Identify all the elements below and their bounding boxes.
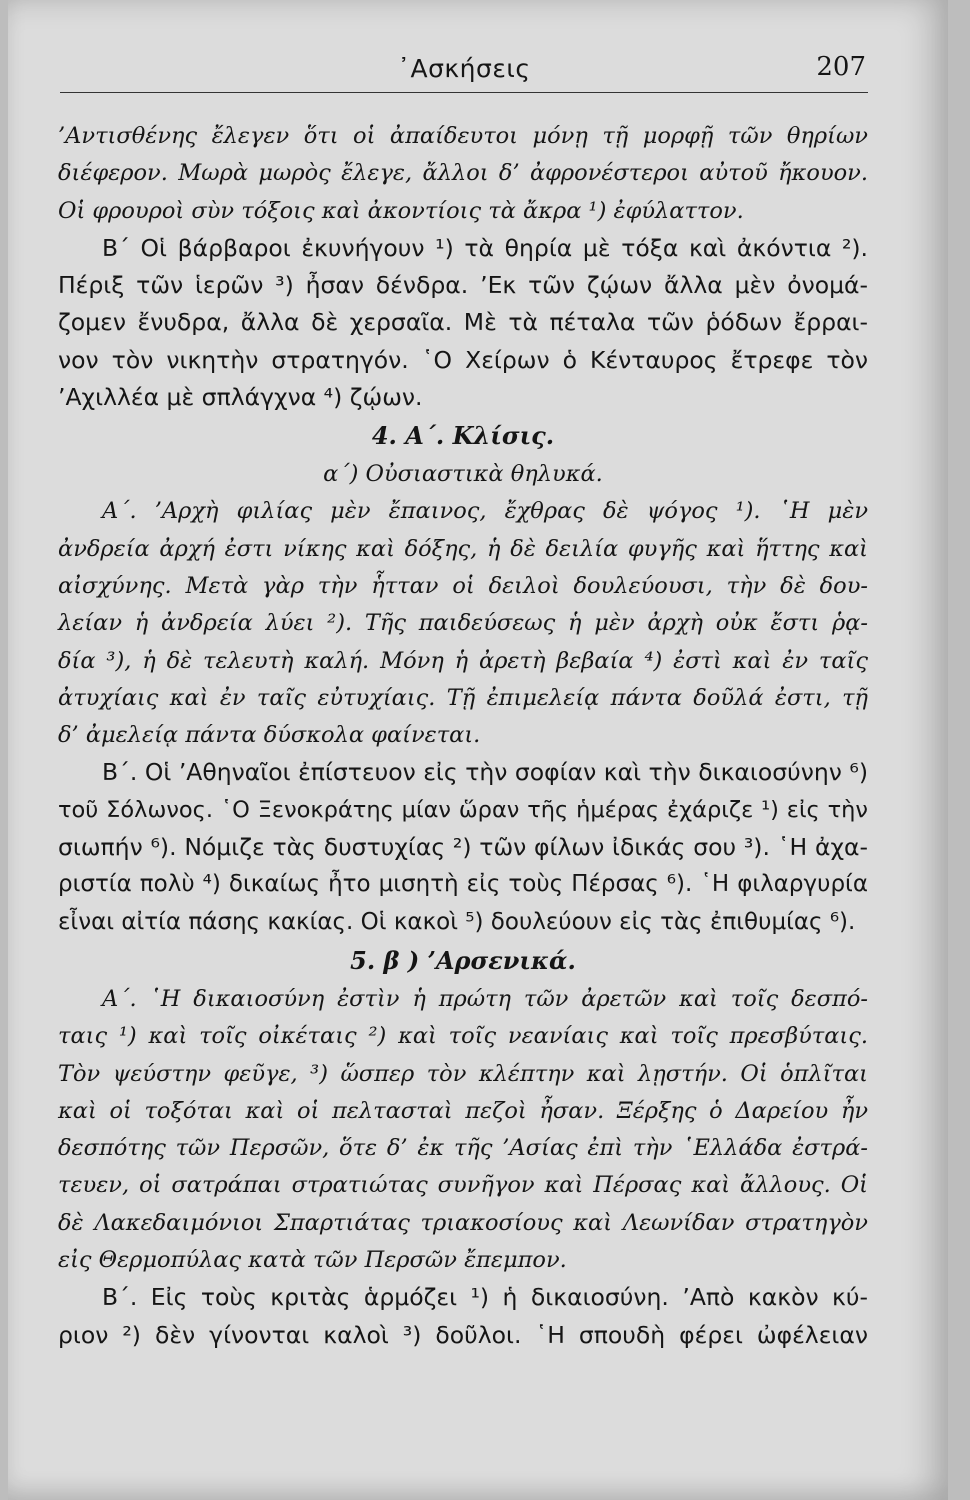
text-line: ’Αντισθένης ἔλεγεν ὅτι οἱ ἀπαίδευτοι μόνῃ τῇ μορφῇ τῶν θηρίων: [58, 123, 868, 149]
text-line: ζομεν ἔνυδρα, ἄλλα δὲ χερσαῖα. Μὲ τὰ πέταλα τῶν ῥόδων ἔρραι-: [58, 308, 868, 337]
text-line: Α΄. ’Αρχὴ φιλίας μὲν ἔπαινος, ἔχθρας δὲ ψόγος ¹). ῾Η μὲν: [102, 498, 868, 525]
text-line: εἶναι αἰτία πάσης κακίας. Οἱ κακοὶ ⁵) δουλεύουν εἰς τὰς ἐπιθυμίας ⁶).: [58, 908, 856, 935]
text-line: τοῦ Σόλωνος. ῾Ο Ξενοκράτης μίαν ὥραν τῆς ἡμέρας ἐχάριζε ¹) εἰς τὴν: [58, 796, 868, 823]
text-line: Οἱ φρουροὶ σὺν τόξοις καὶ ἀκοντίοις τὰ ἄκρα ¹) ἐφύλαττον.: [58, 197, 744, 224]
text-line: Τὸν ψεύστην φεῦγε, ³) ὥσπερ τὸν κλέπτην καὶ λῃστήν. Οἱ ὁπλῖται: [58, 1060, 868, 1087]
text-line: ἀνδρεία ἀρχή ἐστι νίκης καὶ δόξης, ἡ δὲ δειλία φυγῆς καὶ ἥττης καὶ: [58, 535, 868, 562]
subsection-heading: α΄) Οὐσιαστικὰ θηλυκά.: [323, 461, 603, 488]
text-line: Α΄. ῾Η δικαιοσύνη ἐστὶν ἡ πρώτη τῶν ἀρετῶν καὶ τοῖς δεσπό-: [102, 985, 868, 1012]
page-header-title: ᾽Ασκήσεις: [397, 54, 531, 83]
text-line: νον τὸν νικητὴν στρατηγόν. ῾Ο Χείρων ὁ Κένταυρος ἔτρεφε τὸν: [58, 345, 868, 374]
section-heading: 4. Α΄. Κλίσις.: [371, 421, 555, 451]
text-line: ἀτυχίαις καὶ ἐν ταῖς εὐτυχίαις. Τῇ ἐπιμελείᾳ πάντα δοῦλά ἐστι, τῇ: [58, 684, 868, 711]
text-line: ριον ²) δὲν γίνονται καλοὶ ³) δοῦλοι. ῾Η σπουδὴ φέρει ὠφέλειαν: [58, 1320, 868, 1349]
text-line: καὶ οἱ τοξόται καὶ οἱ πελτασταὶ πεζοὶ ἦσαν. Ξέρξης ὁ Δαρείου ἦν: [58, 1097, 868, 1124]
text-line: Β΄. Εἰς τοὺς κριτὰς ἁρμόζει ¹) ἡ δικαιοσύνη. ’Απὸ κακὸν κύ-: [102, 1283, 868, 1312]
section-heading: 5. β ) ’Αρσενικά.: [350, 945, 576, 975]
book-page: [8, 0, 948, 1500]
text-line: Β΄. Οἱ ’Αθηναῖοι ἐπίστευον εἰς τὴν σοφίαν καὶ τὴν δικαιοσύνην ⁶): [102, 758, 868, 787]
text-line: εἰς Θερμοπύλας κατὰ τῶν Περσῶν ἔπεμπον.: [58, 1247, 567, 1274]
running-header: [60, 46, 868, 93]
text-line: δεσπότης τῶν Περσῶν, ὅτε δ’ ἐκ τῆς ’Ασίας ἐπὶ τὴν ῾Ελλάδα ἐστρά-: [58, 1135, 868, 1162]
text-line: σιωπήν ⁶). Νόμιζε τὰς δυστυχίας ²) τῶν φίλων ἰδικάς σου ³). ῾Η ἀχα-: [58, 833, 868, 862]
page-number: 207: [816, 52, 866, 82]
text-body: [58, 118, 868, 1354]
text-line: ’Αχιλλέα μὲ σπλάγχνα ⁴) ζῴων.: [58, 383, 423, 412]
text-line: τευεν, οἱ σατράπαι στρατιώτας συνῆγον καὶ Πέρσας καὶ ἄλλους. Οἱ: [58, 1172, 868, 1199]
text-line: ριστία πολὺ ⁴) δικαίως ἦτο μισητὴ εἰς τοὺς Πέρσας ⁶). ῾Η φιλαργυρία: [58, 871, 868, 898]
text-line: ταις ¹) καὶ τοῖς οἰκέταις ²) καὶ τοῖς νεανίαις καὶ τοῖς πρεσβύταις.: [58, 1023, 868, 1050]
text-line: λείαν ἡ ἀνδρεία λύει ²). Τῆς παιδεύσεως ἡ μὲν ἀρχὴ οὐκ ἔστι ῥᾳ-: [58, 610, 868, 637]
text-line: διέφερον. Μωρὰ μωρὸς ἔλεγε, ἄλλοι δ’ ἀφρονέστεροι αὐτοῦ ἤκουον.: [58, 160, 868, 187]
text-line: Β΄ Οἱ βάρβαροι ἐκυνήγουν ¹) τὰ θηρία μὲ τόξα καὶ ἀκόντια ²).: [102, 233, 868, 262]
text-line: δ’ ἀμελείᾳ πάντα δύσκολα φαίνεται.: [58, 722, 481, 749]
text-line: δία ³), ἡ δὲ τελευτὴ καλή. Μόνη ἡ ἀρετὴ βεβαία ⁴) ἐστὶ καὶ ἐν ταῖς: [58, 647, 868, 674]
text-line: Πέριξ τῶν ἱερῶν ³) ἦσαν δένδρα. ’Εκ τῶν ζῴων ἄλλα μὲν ὀνομά-: [58, 271, 868, 300]
text-line: αἰσχύνης. Μετὰ γὰρ τὴν ἧτταν οἱ δειλοὶ δουλεύουσι, τὴν δὲ δου-: [58, 572, 868, 599]
text-line: δὲ Λακεδαιμόνιοι Σπαρτιάτας τριακοσίους καὶ Λεωνίδαν στρατηγὸν: [58, 1209, 868, 1236]
